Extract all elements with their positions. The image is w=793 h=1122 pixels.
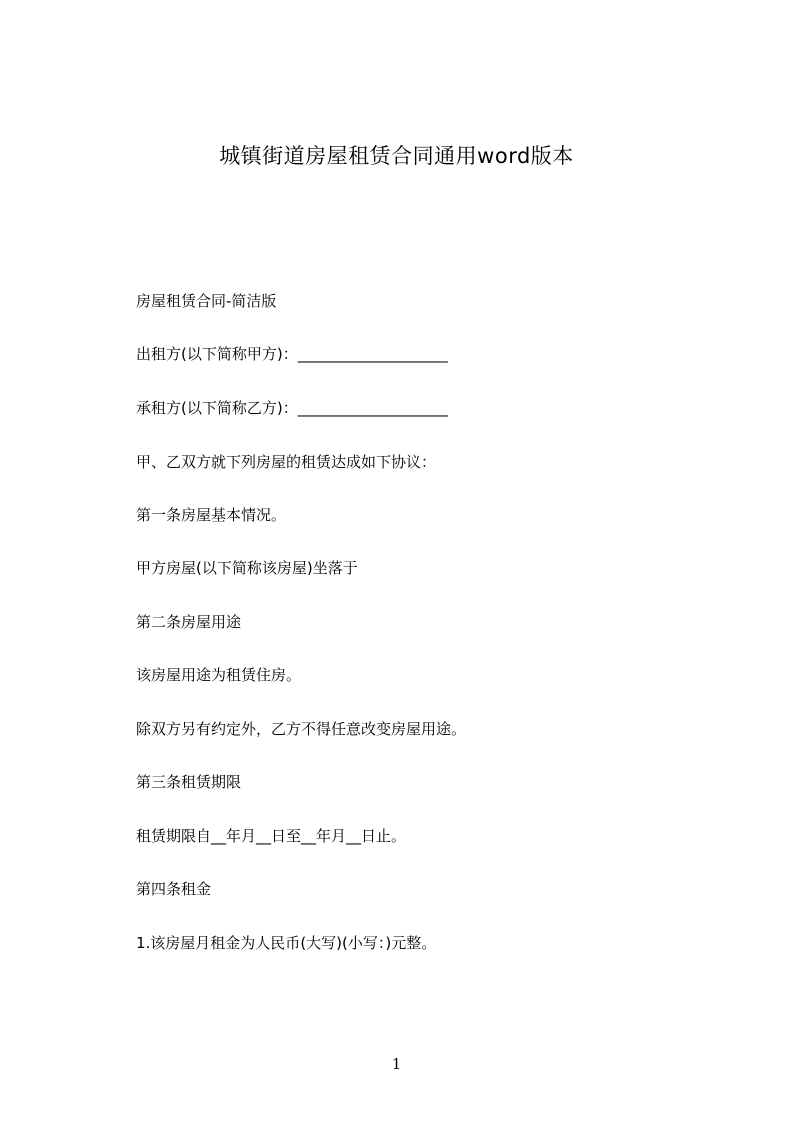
- clause-1-text: 甲方房屋(以下简称该房屋)坐落于: [136, 559, 358, 577]
- paragraph-subtitle: 房屋租赁合同-简洁版: [136, 292, 277, 310]
- clause-2-text-2: 除双方另有约定外，乙方不得任意改变房屋用途。: [136, 720, 467, 738]
- clause-3-text: 租赁期限自__年月__日至__年月__日止。: [136, 827, 407, 845]
- paragraph-agreement-intro: 甲、乙双方就下列房屋的租赁达成如下协议：: [136, 453, 437, 471]
- document-title: 城镇街道房屋租赁合同通用word版本: [219, 144, 574, 168]
- clause-4-heading: 第四条租金: [136, 880, 212, 898]
- clause-4-item-1: 1.该房屋月租金为人民币(大写)(小写：)元整。: [136, 934, 437, 952]
- paragraph-lessee: 承租方(以下简称乙方)：____________________: [136, 399, 448, 417]
- paragraph-lessor: 出租方(以下简称甲方)：____________________: [136, 345, 448, 363]
- page-number: 1: [391, 1055, 402, 1073]
- clause-2-heading: 第二条房屋用途: [136, 613, 242, 631]
- clause-3-heading: 第三条租赁期限: [136, 773, 242, 791]
- clause-1-heading: 第一条房屋基本情况。: [136, 506, 287, 524]
- clause-2-text: 该房屋用途为租赁住房。: [136, 666, 302, 684]
